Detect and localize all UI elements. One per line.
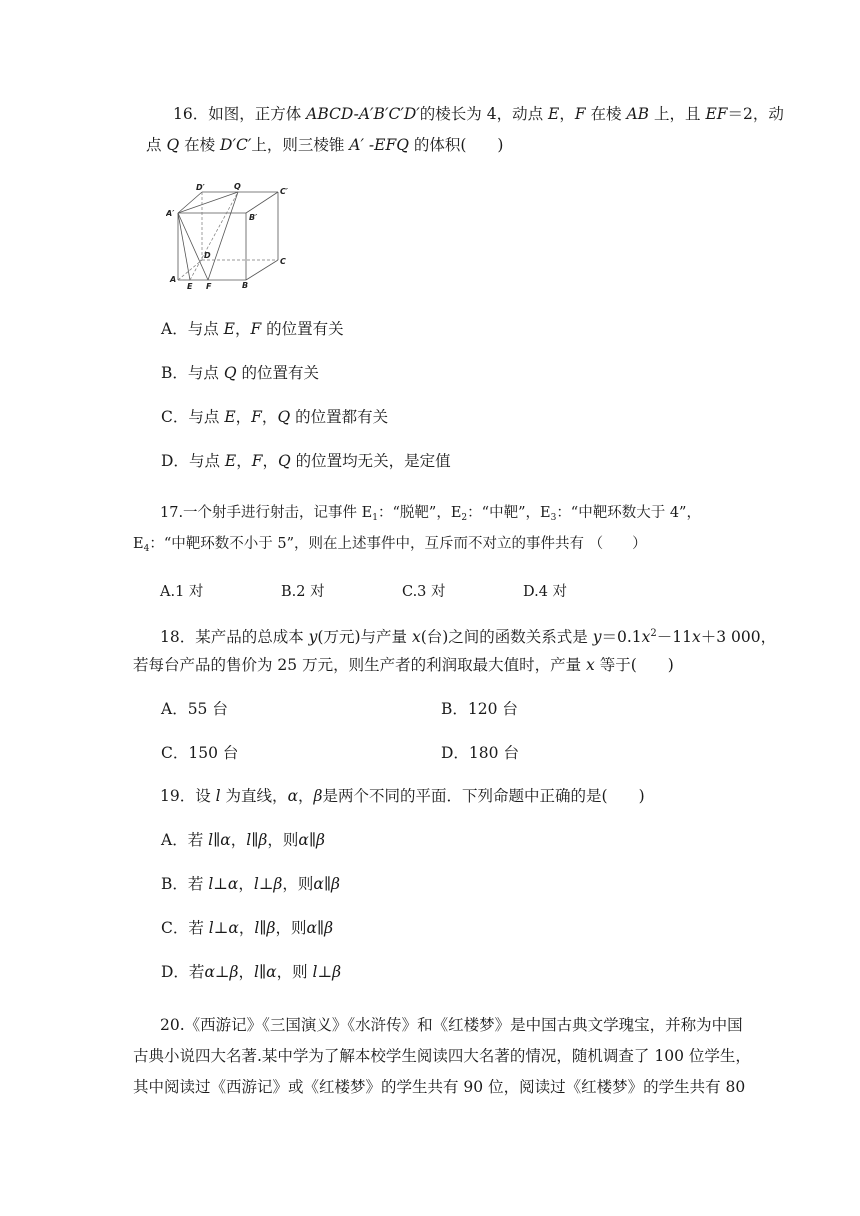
label-Q: Q <box>234 182 241 191</box>
q19-option-b: B．若 l⊥α，l⊥β，则α∥β <box>161 875 340 893</box>
label-D-prime: D′ <box>196 183 205 192</box>
label-D: D <box>204 251 211 260</box>
q16-option-c: C．与点 E，F，Q 的位置都有关 <box>161 408 389 426</box>
q20-line-3: 其中阅读过《西游记》或《红楼梦》的学生共有 90 位，阅读过《红楼梦》的学生共有 80 <box>133 1078 746 1096</box>
q17-option-a: A.1 对 <box>160 584 204 600</box>
q16-option-b: B．与点 Q 的位置有关 <box>161 364 319 382</box>
label-B-prime: B′ <box>249 213 258 222</box>
q16-line-2: 点 Q 在棱 D′C′上，则三棱锥 A′ -EFQ 的体积( ) <box>146 136 504 154</box>
q18-line-2: 若每台产品的售价为 25 万元，则生产者的利润取最大值时，产量 x 等于( ) <box>133 656 674 674</box>
q17-line-1: 17.一个射手进行射击，记事件 $E_1$：“脱靶”，$E_2$：“中靶”，$E_3$：“中靶环数大于 4”， <box>160 505 701 523</box>
q17-line-2: $E_4$：“中靶环数不小于 5”，则在上述事件中，互斥而不对立的事件共有 （ ） <box>133 536 647 554</box>
q17-option-c: C.3 对 <box>402 584 446 600</box>
cube-figure <box>166 180 296 292</box>
q17-option-b: B.2 对 <box>281 584 325 600</box>
q19-stem: 19．设 l 为直线，α，β是两个不同的平面．下列命题中正确的是( ) <box>160 787 645 805</box>
q17-option-d: D.4 对 <box>523 584 568 600</box>
label-C: C <box>280 257 286 266</box>
q18-option-b: B．120 台 <box>441 700 518 718</box>
q16-option-a: A．与点 E，F 的位置有关 <box>161 320 344 338</box>
label-B: B <box>242 281 249 290</box>
q19-option-c: C．若 l⊥α，l∥β，则α∥β <box>161 919 334 937</box>
q20-line-2: 古典小说四大名著.某中学为了解本校学生阅读四大名著的情况，随机调查了 100 位学生， <box>133 1047 751 1065</box>
label-A: A <box>170 275 177 284</box>
label-E: E <box>187 282 193 291</box>
label-A-prime: A′ <box>166 209 175 218</box>
q18-option-a: A．55 台 <box>161 700 228 718</box>
q18-line-1: 18．某产品的总成本 y(万元)与产量 x(台)之间的函数关系式是 $y=0.1x^2-11x+3$ 000， <box>160 628 777 646</box>
q18-option-d: D．180 台 <box>441 744 519 762</box>
q16-option-d: D．与点 E，F，Q 的位置均无关，是定值 <box>161 452 451 470</box>
q18-option-c: C．150 台 <box>161 744 239 762</box>
label-C-prime: C′ <box>280 187 288 196</box>
cube-name: ABCD-A′B′C′D′ <box>306 105 420 123</box>
q19-option-d: D．若α⊥β，l∥α，则 l⊥β <box>161 963 342 981</box>
q19-option-a: A．若 l∥α，l∥β，则α∥β <box>161 831 325 849</box>
label-F: F <box>206 282 212 291</box>
q20-line-1: 20.《西游记》《三国演义》《水浒传》和《红楼梦》是中国古典文学瑰宝，并称为中国 <box>160 1016 743 1034</box>
q16-line-1: 16．如图，正方体 ABCD-A′B′C′D′的棱长为 4，动点 E，F 在棱 AB 上，且 EF＝2，动 <box>173 105 784 123</box>
